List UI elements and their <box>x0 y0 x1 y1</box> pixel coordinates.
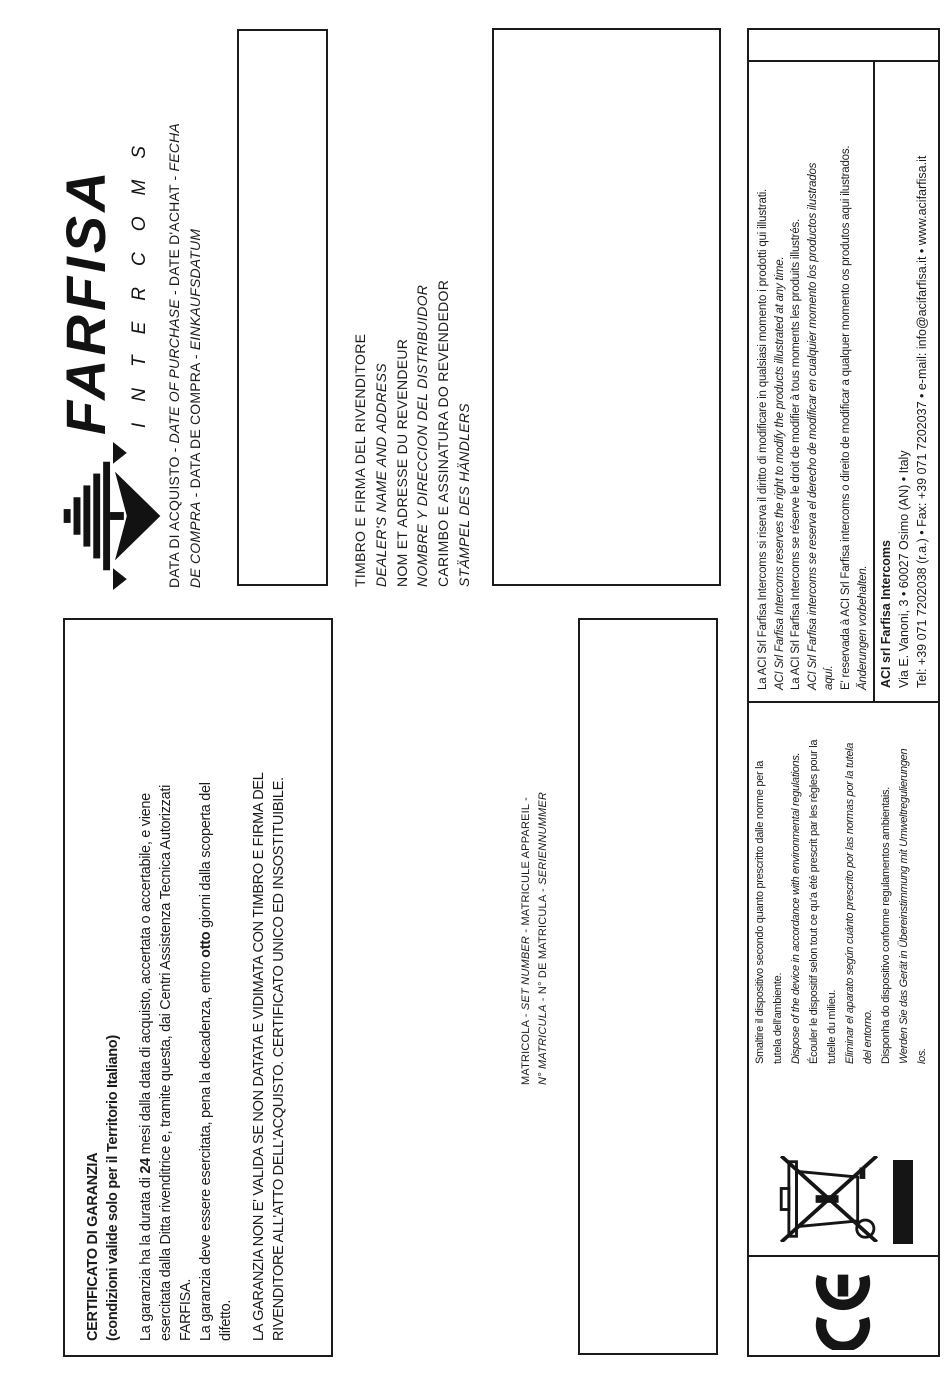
text-line: CERTIFICATO DI GARANZIA <box>85 1152 101 1341</box>
text-line: Smaltire il dispositivo secondo quanto prescritto dalle norme per la <box>754 760 766 1064</box>
text-line: La ACI Srl Farfisa Intercoms si riserva il diritto di modificare in qualsiasi momento i prodotti qui illustrati. <box>757 188 769 690</box>
text-line: ACI Srl Farfisa Intercoms reserves the right to modify the products illustrated at any time. <box>773 256 786 690</box>
text-line: TIMBRO E FIRMA DEL RIVENDITORE <box>352 333 368 587</box>
text-line: esercitata dalla Ditta rivenditrice e, tramite questa, dai Centri Assistenza Tecnica Autorizzati <box>158 784 174 1341</box>
brand-wordmark: FARFISA <box>54 167 117 435</box>
text-line: Dispose of the device in accordance with environmental regulations. <box>790 752 802 1064</box>
dealer-stamp-field <box>492 28 721 586</box>
text-line: RIVENDITORE ALL'ATTO DELL'ACQUISTO. CERTIFICATO UNICO ED INSOSTITUIBILE. <box>271 777 287 1341</box>
text-line: ACI Srl Farfisa intercoms se reserva el derecho de modificar en cualquier momento los productos ilustrados <box>806 162 819 690</box>
text-line: FARFISA. <box>178 1278 194 1341</box>
text-line: MATRICOLA - SET NUMBER - MATRICULE APPAREIL - <box>520 797 532 1085</box>
divider <box>747 701 940 703</box>
text-line: del entorno. <box>862 1009 874 1064</box>
rights-disclaimer-text <box>750 64 872 700</box>
farfisa-logo <box>54 103 163 590</box>
weee-section <box>749 704 936 1254</box>
text-line: tutela dell'ambiente. <box>772 972 784 1064</box>
text-line: Eliminar el aparato según cuánto prescrito por las normas por la tutela <box>844 742 856 1064</box>
divider <box>747 60 940 62</box>
text-line: Via E. Vanoni, 3 • 60027 Osimo (AN) • Italy <box>897 450 911 688</box>
company-address-text <box>875 64 937 700</box>
text-line: E' reservada à ACI Srl Farfisa intercoms o direito de modificar a qualquer momento os produtos aqui ilustrados. <box>839 145 852 690</box>
serial-number-label <box>516 775 558 1085</box>
text-line: tutelle du milieu. <box>826 989 838 1064</box>
purchase-date-label <box>164 36 210 588</box>
text-line: NOMBRE Y DIRECCION DEL DISTRIBUIDOR <box>414 284 431 587</box>
brand-subtitle: INTERCOMS <box>129 125 150 428</box>
text-line: difetto. <box>218 1299 234 1341</box>
ce-section <box>749 1258 936 1354</box>
weee-black-bar <box>893 1160 913 1244</box>
divider <box>747 1255 940 1257</box>
environment-disposal-text <box>751 740 931 1064</box>
text-line: Disponha do dispositivo conforme regulamentos ambientais. <box>880 786 892 1064</box>
text-line: Écouler le dispositif selon tout ce qu'a été prescrit par les règles pour la <box>808 739 820 1064</box>
text-line: La ACI Srl Farfisa Intercoms se réserve le droit de modifier à tous moments les produits illustrés. <box>790 218 803 690</box>
text-line: Änderungen vorbehalten. <box>856 565 869 690</box>
weee-crossed-bin-icon <box>777 1156 881 1242</box>
dealer-stamp-label <box>350 225 477 587</box>
text-line: CARIMBO E ASSINATURA DO REVENDEDOR <box>435 279 452 587</box>
text-line: Tel: +39 071 7202038 (r.a.) • Fax: +39 071 7202037 • e-mail: info@acifarfisa.it • www.acifarfisa.it <box>915 155 929 688</box>
text-line: los. <box>916 1048 928 1064</box>
ce-mark-icon <box>815 1266 871 1350</box>
text-line: ACI srl Farfisa Intercoms <box>879 540 893 688</box>
farfisa-diamond-icon <box>63 442 163 590</box>
text-line: DEALER'S NAME AND ADDRESS <box>372 363 389 587</box>
text-line: La garanzia ha la durata di 24 mesi dalla data di acquisto, accertata o accertabile, e viene <box>138 793 154 1341</box>
certificate-text <box>65 621 330 1355</box>
text-line: Werden Sie das Gerät in Übereinstimmung mit Umweltregulierungen <box>898 748 910 1064</box>
purchase-date-field <box>237 29 328 586</box>
text-line: DATA DI ACQUISTO - DATE OF PURCHASE - DATE D'ACHAT - FECHA <box>166 123 182 588</box>
text-line: N° MATRICULA - N° DE MATRICULA - SERIENNUMMER <box>537 791 549 1085</box>
text-line: NOM ET ADRESSE DU REVENDEUR <box>393 338 410 587</box>
text-line: (condizioni valide solo per il Territorio Italiano) <box>105 1035 121 1341</box>
text-line: DE COMPRA - DATA DE COMPRA - EINKAUFSDATUM <box>187 228 203 588</box>
text-line: La garanzia deve essere esercitata, pena la decadenza, entro otto giorni dalla scoperta del <box>198 782 214 1341</box>
serial-number-field <box>578 618 718 1355</box>
text-line: STÄMPEL DES HÄNDLERS <box>455 403 472 587</box>
text-line: aquí. <box>823 665 836 690</box>
text-line: LA GARANZIA NON E' VALIDA SE NON DATATA E VIDIMATA CON TIMBRO E FIRMA DEL <box>251 772 267 1341</box>
